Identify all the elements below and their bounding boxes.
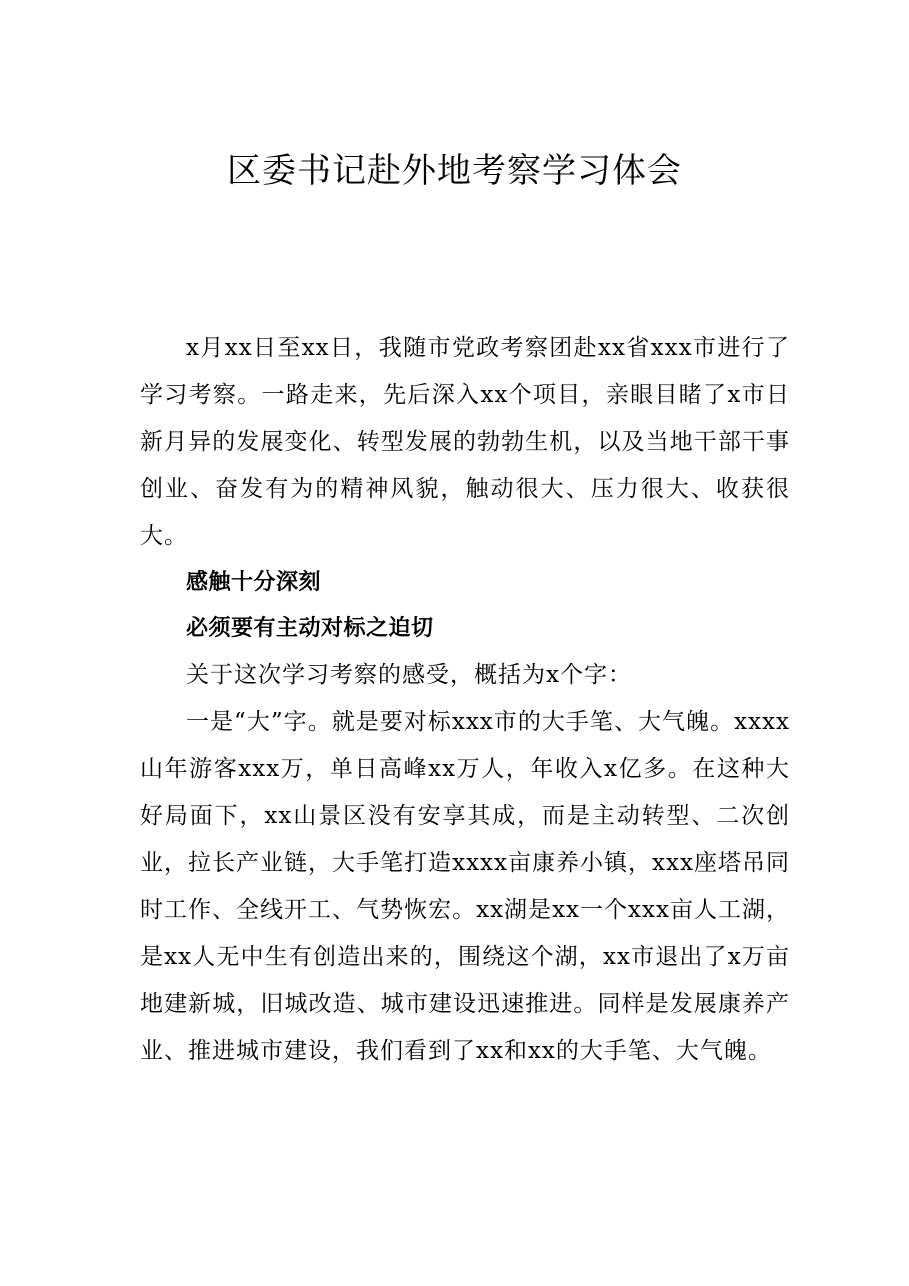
document-body <box>140 325 790 1075</box>
summary-paragraph: 关于这次学习考察的感受，概括为x个字： <box>186 662 632 688</box>
document-title: 区委书记赴外地考察学习体会 <box>227 151 682 191</box>
section-heading: 感触十分深刻 <box>186 570 322 595</box>
intro-paragraph: x月xx日至xx日，我随市党政考察团赴xx省xxx市进行了学习考察。一路走来，先后深入xx个项目，亲眼目睹了x市日新月异的发展变化、转型发展的勃勃生机，以及当地干部干事创业、奋发有为的精神风貌，触动很大、压力很大、收获很大。 <box>140 335 790 549</box>
subsection-heading: 必须要有主动对标之迫切 <box>186 616 434 641</box>
point-one-paragraph: 一是“大”字。就是要对标xxx市的大手笔、大气魄。xxxx山年游客xxx万，单日高峰xx万人，年收入x亿多。在这种大好局面下，xx山景区没有安享其成，而是主动转型、二次创业，拉长产业链，大手笔打造xxxx亩康养小镇，xxx座塔吊同时工作、全线开工、气势恢宏。xx湖是xx一个xxx亩人工湖，是xx人无中生有创造出来的，围绕这个湖，xx市退出了x万亩地建新城，旧城改造、城市建设迅速推进。同样是发展康养产业、推进城市建设，我们看到了xx和xx的大手笔、大气魄。 <box>140 709 790 1064</box>
